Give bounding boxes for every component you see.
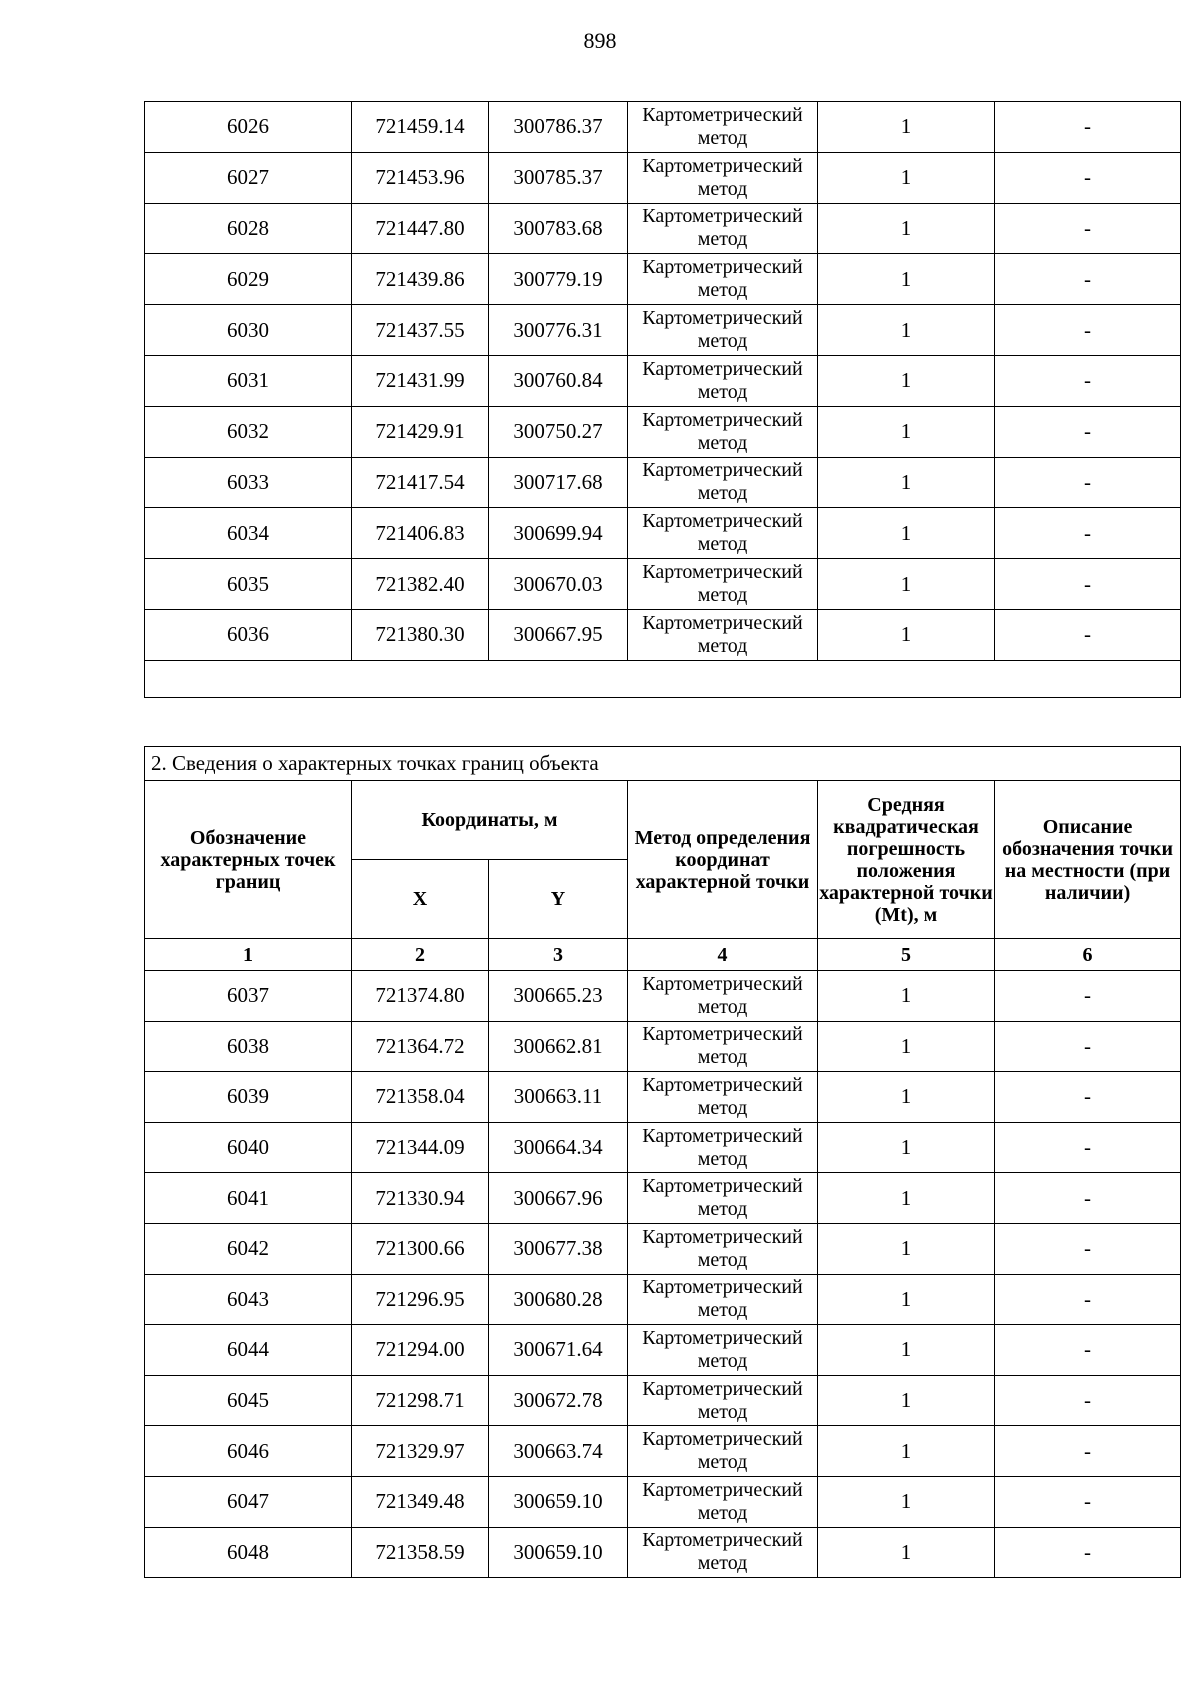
cell-description: - (995, 559, 1181, 610)
column-numbers-row (145, 939, 1181, 971)
cell-x: 721429.91 (352, 406, 489, 457)
cell-method: Картометрический метод (628, 1426, 818, 1477)
cell-point-id: 6026 (145, 102, 352, 153)
cell-point-id: 6029 (145, 254, 352, 305)
cell-x: 721358.59 (352, 1527, 489, 1578)
cell-method: Картометрический метод (628, 609, 818, 660)
cell-mt: 1 (818, 1375, 995, 1426)
cell-x: 721380.30 (352, 609, 489, 660)
table-row (145, 1325, 1181, 1376)
cell-point-id: 6040 (145, 1122, 352, 1173)
cell-method: Картометрический метод (628, 508, 818, 559)
cell-method: Картометрический метод (628, 1072, 818, 1123)
cell-y: 300665.23 (489, 971, 628, 1022)
cell-y: 300717.68 (489, 457, 628, 508)
table-row (145, 1122, 1181, 1173)
column-number: 5 (818, 939, 995, 971)
cell-y: 300664.34 (489, 1122, 628, 1173)
cell-x: 721447.80 (352, 203, 489, 254)
cell-y: 300662.81 (489, 1021, 628, 1072)
cell-x: 721459.14 (352, 102, 489, 153)
cell-y: 300659.10 (489, 1527, 628, 1578)
cell-point-id: 6037 (145, 971, 352, 1022)
table-row (145, 971, 1181, 1022)
cell-method: Картометрический метод (628, 102, 818, 153)
cell-description: - (995, 1274, 1181, 1325)
cell-method: Картометрический метод (628, 1021, 818, 1072)
cell-method: Картометрический метод (628, 1476, 818, 1527)
table-row (145, 305, 1181, 356)
cell-mt: 1 (818, 406, 995, 457)
cell-description: - (995, 1072, 1181, 1123)
table-row (145, 102, 1181, 153)
cell-mt: 1 (818, 559, 995, 610)
points-table-body (145, 102, 1181, 698)
points-table-continued (144, 101, 1181, 698)
cell-x: 721330.94 (352, 1173, 489, 1224)
cell-point-id: 6034 (145, 508, 352, 559)
cell-method: Картометрический метод (628, 559, 818, 610)
cell-method: Картометрический метод (628, 1325, 818, 1376)
cell-method: Картометрический метод (628, 1223, 818, 1274)
table-row (145, 152, 1181, 203)
table-row (145, 508, 1181, 559)
cell-description: - (995, 152, 1181, 203)
header-point-designation: Обозначение характерных точек границ (145, 781, 352, 939)
table-row (145, 1527, 1181, 1578)
column-number: 6 (995, 939, 1181, 971)
header-coordinates: Координаты, м (352, 781, 628, 860)
cell-y: 300760.84 (489, 355, 628, 406)
column-number: 3 (489, 939, 628, 971)
cell-point-id: 6041 (145, 1173, 352, 1224)
cell-y: 300786.37 (489, 102, 628, 153)
cell-method: Картометрический метод (628, 355, 818, 406)
cell-method: Картометрический метод (628, 1375, 818, 1426)
table-row (145, 1426, 1181, 1477)
cell-mt: 1 (818, 508, 995, 559)
table-row (145, 406, 1181, 457)
cell-point-id: 6045 (145, 1375, 352, 1426)
table-row (145, 1476, 1181, 1527)
cell-method: Картометрический метод (628, 203, 818, 254)
header-method: Метод определения координат характерной точки (628, 781, 818, 939)
cell-method: Картометрический метод (628, 305, 818, 356)
cell-point-id: 6044 (145, 1325, 352, 1376)
cell-y: 300783.68 (489, 203, 628, 254)
cell-y: 300667.95 (489, 609, 628, 660)
cell-description: - (995, 457, 1181, 508)
cell-method: Картометрический метод (628, 406, 818, 457)
empty-row (145, 660, 1181, 697)
cell-y: 300659.10 (489, 1476, 628, 1527)
cell-mt: 1 (818, 1476, 995, 1527)
table-row (145, 254, 1181, 305)
cell-x: 721439.86 (352, 254, 489, 305)
table-row (145, 1021, 1181, 1072)
cell-description: - (995, 1122, 1181, 1173)
header-description: Описание обозначения точки на местности (при наличии) (995, 781, 1181, 939)
cell-description: - (995, 355, 1181, 406)
cell-method: Картометрический метод (628, 1122, 818, 1173)
cell-x: 721296.95 (352, 1274, 489, 1325)
cell-method: Картометрический метод (628, 152, 818, 203)
cell-description: - (995, 1476, 1181, 1527)
header-x: X (352, 860, 489, 939)
table-row (145, 1274, 1181, 1325)
cell-point-id: 6039 (145, 1072, 352, 1123)
cell-mt: 1 (818, 457, 995, 508)
cell-description: - (995, 971, 1181, 1022)
cell-y: 300776.31 (489, 305, 628, 356)
cell-point-id: 6027 (145, 152, 352, 203)
page-number: 898 (583, 28, 617, 53)
cell-mt: 1 (818, 1021, 995, 1072)
cell-mt: 1 (818, 355, 995, 406)
cell-description: - (995, 1426, 1181, 1477)
cell-point-id: 6032 (145, 406, 352, 457)
cell-description: - (995, 406, 1181, 457)
cell-point-id: 6038 (145, 1021, 352, 1072)
cell-mt: 1 (818, 203, 995, 254)
cell-y: 300785.37 (489, 152, 628, 203)
cell-point-id: 6031 (145, 355, 352, 406)
cell-description: - (995, 508, 1181, 559)
cell-x: 721453.96 (352, 152, 489, 203)
cell-x: 721374.80 (352, 971, 489, 1022)
cell-x: 721358.04 (352, 1072, 489, 1123)
cell-x: 721344.09 (352, 1122, 489, 1173)
cell-mt: 1 (818, 1274, 995, 1325)
cell-y: 300670.03 (489, 559, 628, 610)
cell-mt: 1 (818, 1122, 995, 1173)
header-y: Y (489, 860, 628, 939)
cell-y: 300671.64 (489, 1325, 628, 1376)
cell-mt: 1 (818, 102, 995, 153)
column-number: 1 (145, 939, 352, 971)
table-row (145, 609, 1181, 660)
header-mean-square-error: Средняя квадратическая погрешность положения характерной точки (Mt), м (818, 781, 995, 939)
cell-x: 721329.97 (352, 1426, 489, 1477)
table-row (145, 559, 1181, 610)
boundary-points-table-body (145, 971, 1181, 1578)
cell-x: 721294.00 (352, 1325, 489, 1376)
cell-x: 721364.72 (352, 1021, 489, 1072)
cell-description: - (995, 609, 1181, 660)
cell-mt: 1 (818, 1325, 995, 1376)
cell-method: Картометрический метод (628, 971, 818, 1022)
cell-description: - (995, 1173, 1181, 1224)
cell-description: - (995, 1021, 1181, 1072)
table-row (145, 1173, 1181, 1224)
cell-y: 300663.74 (489, 1426, 628, 1477)
cell-point-id: 6033 (145, 457, 352, 508)
cell-point-id: 6035 (145, 559, 352, 610)
cell-y: 300677.38 (489, 1223, 628, 1274)
cell-point-id: 6030 (145, 305, 352, 356)
cell-y: 300680.28 (489, 1274, 628, 1325)
cell-x: 721431.99 (352, 355, 489, 406)
column-number: 2 (352, 939, 489, 971)
column-number: 4 (628, 939, 818, 971)
cell-method: Картометрический метод (628, 1527, 818, 1578)
cell-x: 721382.40 (352, 559, 489, 610)
cell-method: Картометрический метод (628, 254, 818, 305)
boundary-points-table (144, 746, 1181, 1578)
cell-mt: 1 (818, 305, 995, 356)
cell-mt: 1 (818, 1173, 995, 1224)
cell-method: Картометрический метод (628, 1274, 818, 1325)
cell-description: - (995, 1375, 1181, 1426)
cell-description: - (995, 1325, 1181, 1376)
cell-x: 721417.54 (352, 457, 489, 508)
cell-point-id: 6046 (145, 1426, 352, 1477)
cell-y: 300699.94 (489, 508, 628, 559)
cell-x: 721300.66 (352, 1223, 489, 1274)
cell-description: - (995, 1223, 1181, 1274)
cell-point-id: 6042 (145, 1223, 352, 1274)
cell-description: - (995, 305, 1181, 356)
table-row (145, 203, 1181, 254)
cell-y: 300667.96 (489, 1173, 628, 1224)
cell-point-id: 6047 (145, 1476, 352, 1527)
cell-mt: 1 (818, 254, 995, 305)
cell-y: 300750.27 (489, 406, 628, 457)
table-row (145, 1072, 1181, 1123)
cell-y: 300779.19 (489, 254, 628, 305)
cell-description: - (995, 254, 1181, 305)
cell-method: Картометрический метод (628, 1173, 818, 1224)
cell-point-id: 6036 (145, 609, 352, 660)
cell-x: 721298.71 (352, 1375, 489, 1426)
cell-mt: 1 (818, 1426, 995, 1477)
table-row (145, 457, 1181, 508)
cell-description: - (995, 203, 1181, 254)
cell-description: - (995, 102, 1181, 153)
cell-point-id: 6028 (145, 203, 352, 254)
table-row (145, 1223, 1181, 1274)
cell-mt: 1 (818, 971, 995, 1022)
cell-description: - (995, 1527, 1181, 1578)
table-row (145, 355, 1181, 406)
cell-y: 300672.78 (489, 1375, 628, 1426)
cell-x: 721349.48 (352, 1476, 489, 1527)
cell-point-id: 6048 (145, 1527, 352, 1578)
empty-cell (145, 660, 1181, 697)
cell-mt: 1 (818, 1527, 995, 1578)
cell-mt: 1 (818, 1072, 995, 1123)
cell-point-id: 6043 (145, 1274, 352, 1325)
cell-y: 300663.11 (489, 1072, 628, 1123)
section-title: 2. Сведения о характерных точках границ объекта (145, 747, 1181, 781)
cell-method: Картометрический метод (628, 457, 818, 508)
cell-mt: 1 (818, 1223, 995, 1274)
cell-x: 721406.83 (352, 508, 489, 559)
table-row (145, 1375, 1181, 1426)
cell-mt: 1 (818, 609, 995, 660)
cell-mt: 1 (818, 152, 995, 203)
cell-x: 721437.55 (352, 305, 489, 356)
